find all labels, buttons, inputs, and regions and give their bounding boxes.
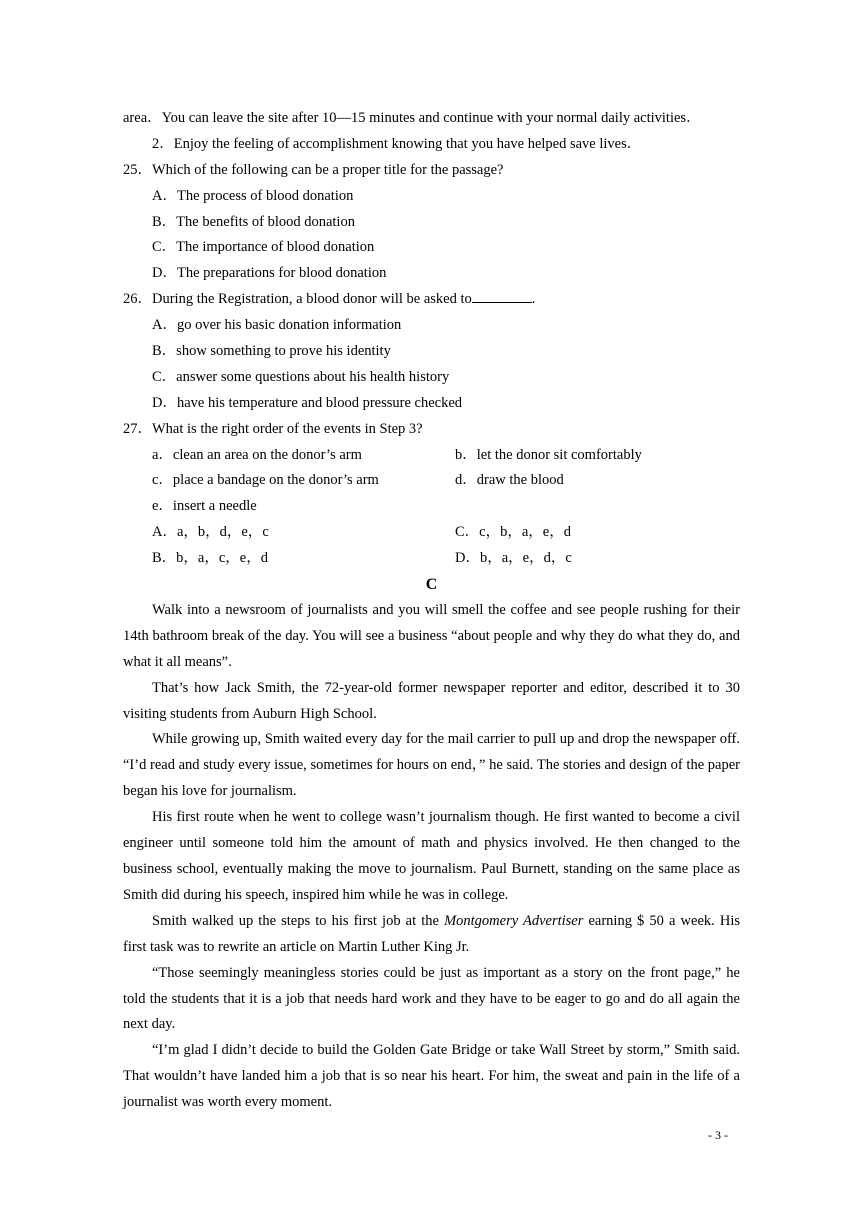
q25-option-b: B．The benefits of blood donation	[152, 213, 355, 230]
passage-paragraph: Walk into a newsroom of journalists and you will smell the coffee and see people rushing for their 14th bathroom break of the day. You will see a business “about people and why they do what they do, and what it all means”.	[123, 601, 740, 670]
passage-paragraph: That’s how Jack Smith, the 72-year-old former newspaper reporter and editor, described it to 30 visiting students from Auburn High School.	[123, 679, 740, 722]
q26-option-d: D．have his temperature and blood pressure checked	[152, 394, 463, 411]
answer-blank	[472, 288, 532, 303]
q27-event-c: c．place a bandage on the donor’s arm	[152, 472, 379, 489]
section-heading: C	[425, 576, 438, 594]
q26-stem-text: 26．During the Registration, a blood donor will be asked to	[123, 291, 472, 308]
q27-event-a: a．clean an area on the donor’s arm	[152, 446, 362, 463]
passage-paragraph	[123, 909, 740, 961]
passage-paragraph: “I’m glad I didn’t decide to build the Golden Gate Bridge or take Wall Street by storm,” Smith said. That wouldn’t have landed him a job that is so near his heart. For him, the sweat and pain in the life of a journalist was worth every moment.	[123, 1042, 740, 1111]
p5-text: earning $ 50 a week. His first task was to rewrite an article on Martin Luther King Jr.	[123, 912, 740, 955]
q27-option-b: B．b，a，c，e，d	[152, 550, 268, 567]
page-number: - 3 -	[708, 1128, 728, 1142]
page-content	[123, 106, 740, 1116]
question-25-stem: 25．Which of the following can be a proper title for the passage?	[123, 161, 504, 178]
q27-events-row	[123, 443, 740, 469]
q25-option-d: D．The preparations for blood donation	[152, 265, 387, 282]
q26-option-b: B．show something to prove his identity	[152, 343, 391, 360]
newspaper-name: Montgomery Advertiser	[444, 912, 584, 929]
q27-events-row	[123, 468, 740, 494]
q27-option-d: D．b，a，e，d，c	[455, 550, 572, 567]
q27-option-c: C．c，b，a，e，d	[455, 524, 571, 541]
p5-text: Smith walked up the steps to his first job at the	[152, 912, 445, 929]
question-27-stem: 27．What is the right order of the events in Step 3?	[123, 420, 423, 437]
q27-options-row	[123, 546, 740, 572]
q26-option-a: A．go over his basic donation information	[152, 317, 402, 334]
q26-stem-end: .	[531, 291, 536, 308]
q27-event-d: d．draw the blood	[455, 472, 564, 489]
passage-paragraph: His first route when he went to college wasn’t journalism though. He first wanted to become a civil engineer until someone told him the amount of math and physics involved. He then changed to the business school, eventually making the move to journalism. Paul Burnett, standing on the same place as Smith did during his speech, inspired him while he was in college.	[123, 809, 740, 903]
q27-options-row	[123, 520, 740, 546]
q25-option-a: A．The process of blood donation	[152, 187, 354, 204]
text-line: 2．Enjoy the feeling of accomplishment knowing that you have helped save lives．	[152, 135, 642, 152]
q27-option-a: A．a，b，d，e，c	[152, 524, 269, 541]
q27-event-b: b．let the donor sit comfortably	[455, 446, 642, 463]
q27-event-e: e．insert a needle	[152, 498, 257, 515]
question-26-stem	[123, 287, 740, 313]
q25-option-c: C．The importance of blood donation	[152, 239, 375, 256]
passage-paragraph: “Those seemingly meaningless stories could be just as important as a story on the front page,” he told the students that it is a job that needs hard work and they have to be eager to go and do all again the next day.	[123, 964, 740, 1033]
passage-paragraph: While growing up, Smith waited every day for the mail carrier to pull up and drop the newspaper off. “I’d read and study every issue, sometimes for hours on end，” he said. The stories and design of the paper began his love for journalism.	[123, 731, 740, 800]
q26-option-c: C．answer some questions about his health history	[152, 368, 450, 385]
text-line: area．You can leave the site after 10—15 minutes and continue with your normal daily activities．	[123, 110, 701, 126]
